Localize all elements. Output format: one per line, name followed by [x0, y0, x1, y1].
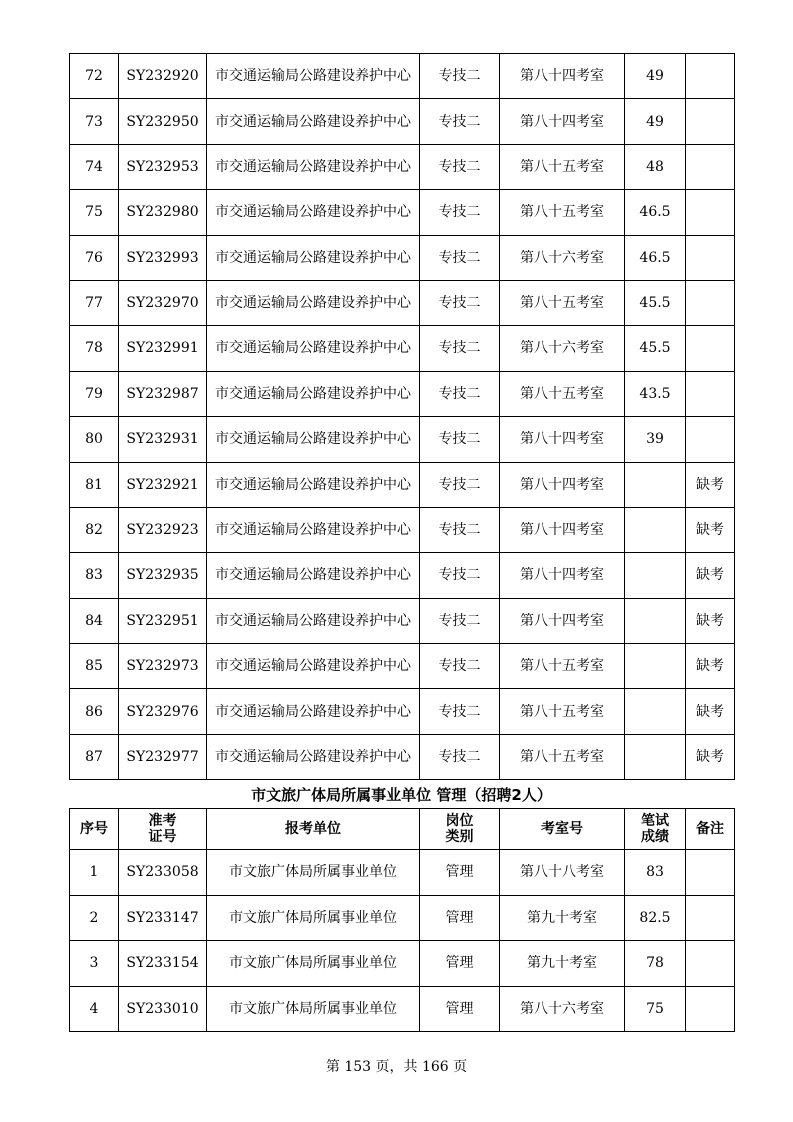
header-score-line2: 成绩 — [641, 829, 669, 845]
header-room: 考室号 — [500, 809, 625, 850]
cell-post: 专技二 — [420, 417, 500, 462]
cell-post: 专技二 — [420, 190, 500, 235]
cell-unit: 市交通运输局公路建设养护中心 — [207, 689, 420, 734]
table-row — [70, 850, 735, 896]
header-id-line1: 准考 — [148, 812, 177, 829]
cell-id: SY233058 — [119, 850, 207, 896]
cell-note — [686, 326, 735, 371]
table-row — [70, 644, 735, 689]
table-row — [70, 734, 735, 779]
cell-unit: 市交通运输局公路建设养护中心 — [207, 144, 420, 189]
table-row — [70, 99, 735, 144]
section-title: 市文旅广体局所属事业单位 管理（招聘2人） — [251, 786, 552, 804]
cell-score: 78 — [625, 941, 686, 987]
score-table-transport — [69, 53, 735, 780]
cell-no: 80 — [70, 417, 119, 462]
cell-score — [625, 644, 686, 689]
cell-no: 85 — [70, 644, 119, 689]
cell-id: SY232951 — [119, 598, 207, 643]
table-row — [70, 553, 735, 598]
cell-unit: 市交通运输局公路建设养护中心 — [207, 598, 420, 643]
cell-no: 74 — [70, 144, 119, 189]
cell-score: 49 — [625, 54, 686, 99]
cell-id: SY232976 — [119, 689, 207, 734]
cell-id: SY232993 — [119, 235, 207, 280]
cell-no: 87 — [70, 734, 119, 779]
cell-unit: 市交通运输局公路建设养护中心 — [207, 507, 420, 552]
header-post-line2: 类别 — [445, 829, 474, 845]
cell-room: 第八十四考室 — [500, 417, 625, 462]
cell-id: SY232931 — [119, 417, 207, 462]
cell-unit: 市文旅广体局所属事业单位 — [207, 895, 420, 941]
cell-post: 专技二 — [420, 507, 500, 552]
cell-id: SY232950 — [119, 99, 207, 144]
cell-post: 专技二 — [420, 144, 500, 189]
header-no: 序号 — [70, 809, 119, 850]
cell-room: 第八十五考室 — [500, 144, 625, 189]
cell-room: 第八十五考室 — [500, 280, 625, 325]
table-row — [70, 986, 735, 1032]
header-post — [420, 809, 500, 850]
cell-no: 81 — [70, 462, 119, 507]
cell-room: 第八十六考室 — [500, 986, 625, 1032]
cell-no: 82 — [70, 507, 119, 552]
cell-no: 1 — [70, 850, 119, 896]
cell-no: 73 — [70, 99, 119, 144]
cell-score: 83 — [625, 850, 686, 896]
cell-room: 第八十四考室 — [500, 462, 625, 507]
cell-note — [686, 895, 735, 941]
cell-no: 2 — [70, 895, 119, 941]
cell-id: SY232977 — [119, 734, 207, 779]
cell-id: SY232921 — [119, 462, 207, 507]
cell-room: 第八十四考室 — [500, 54, 625, 99]
header-score — [625, 809, 686, 850]
cell-note — [686, 371, 735, 416]
cell-score: 48 — [625, 144, 686, 189]
cell-room: 第八十四考室 — [500, 99, 625, 144]
cell-post: 专技二 — [420, 734, 500, 779]
cell-score — [625, 507, 686, 552]
table-row — [70, 235, 735, 280]
cell-room: 第八十六考室 — [500, 235, 625, 280]
cell-unit: 市交通运输局公路建设养护中心 — [207, 235, 420, 280]
table-row — [70, 144, 735, 189]
cell-post: 专技二 — [420, 99, 500, 144]
cell-post: 管理 — [420, 941, 500, 987]
cell-note — [686, 417, 735, 462]
cell-id: SY232987 — [119, 371, 207, 416]
cell-id: SY232991 — [119, 326, 207, 371]
cell-score — [625, 689, 686, 734]
table-row — [70, 598, 735, 643]
header-id-line2: 证号 — [148, 829, 177, 845]
cell-no: 75 — [70, 190, 119, 235]
cell-note: 缺考 — [686, 553, 735, 598]
cell-unit: 市文旅广体局所属事业单位 — [207, 941, 420, 987]
cell-note: 缺考 — [686, 689, 735, 734]
table-header-row — [70, 809, 735, 850]
cell-note — [686, 280, 735, 325]
cell-note — [686, 54, 735, 99]
cell-note — [686, 99, 735, 144]
cell-room: 第八十八考室 — [500, 850, 625, 896]
cell-room: 第八十四考室 — [500, 553, 625, 598]
cell-room: 第八十六考室 — [500, 326, 625, 371]
cell-unit: 市交通运输局公路建设养护中心 — [207, 371, 420, 416]
cell-post: 专技二 — [420, 326, 500, 371]
cell-unit: 市交通运输局公路建设养护中心 — [207, 644, 420, 689]
cell-post: 专技二 — [420, 235, 500, 280]
cell-post: 专技二 — [420, 598, 500, 643]
cell-score — [625, 598, 686, 643]
cell-post: 专技二 — [420, 54, 500, 99]
cell-note: 缺考 — [686, 598, 735, 643]
cell-id: SY232935 — [119, 553, 207, 598]
table-row — [70, 941, 735, 987]
cell-score — [625, 734, 686, 779]
cell-note: 缺考 — [686, 507, 735, 552]
cell-no: 86 — [70, 689, 119, 734]
cell-id: SY233147 — [119, 895, 207, 941]
cell-room: 第八十五考室 — [500, 190, 625, 235]
table-row — [70, 326, 735, 371]
cell-no: 76 — [70, 235, 119, 280]
header-id — [119, 809, 207, 850]
cell-note — [686, 941, 735, 987]
table-row — [70, 371, 735, 416]
cell-id: SY233154 — [119, 941, 207, 987]
cell-no: 83 — [70, 553, 119, 598]
cell-score: 49 — [625, 99, 686, 144]
cell-unit: 市交通运输局公路建设养护中心 — [207, 54, 420, 99]
cell-note — [686, 986, 735, 1032]
cell-id: SY232970 — [119, 280, 207, 325]
table-row — [70, 417, 735, 462]
cell-unit: 市交通运输局公路建设养护中心 — [207, 462, 420, 507]
table-row — [70, 190, 735, 235]
cell-unit: 市交通运输局公路建设养护中心 — [207, 280, 420, 325]
cell-post: 专技二 — [420, 371, 500, 416]
cell-post: 专技二 — [420, 462, 500, 507]
cell-room: 第八十五考室 — [500, 689, 625, 734]
cell-note — [686, 850, 735, 896]
cell-score: 46.5 — [625, 190, 686, 235]
table-row — [70, 280, 735, 325]
cell-id: SY232920 — [119, 54, 207, 99]
table-row — [70, 895, 735, 941]
header-score-line1: 笔试 — [641, 812, 669, 829]
table-row — [70, 507, 735, 552]
header-unit: 报考单位 — [207, 809, 420, 850]
cell-score: 39 — [625, 417, 686, 462]
cell-id: SY232973 — [119, 644, 207, 689]
cell-post: 专技二 — [420, 553, 500, 598]
cell-unit: 市交通运输局公路建设养护中心 — [207, 190, 420, 235]
cell-score — [625, 462, 686, 507]
cell-unit: 市文旅广体局所属事业单位 — [207, 986, 420, 1032]
cell-score — [625, 553, 686, 598]
cell-score: 75 — [625, 986, 686, 1032]
cell-room: 第八十五考室 — [500, 644, 625, 689]
cell-id: SY232923 — [119, 507, 207, 552]
cell-id: SY232980 — [119, 190, 207, 235]
cell-room: 第八十五考室 — [500, 371, 625, 416]
cell-unit: 市交通运输局公路建设养护中心 — [207, 553, 420, 598]
cell-post: 管理 — [420, 850, 500, 896]
cell-post: 管理 — [420, 986, 500, 1032]
cell-no: 3 — [70, 941, 119, 987]
cell-post: 管理 — [420, 895, 500, 941]
cell-post: 专技二 — [420, 644, 500, 689]
cell-note — [686, 190, 735, 235]
table-row — [70, 462, 735, 507]
cell-room: 第九十考室 — [500, 941, 625, 987]
cell-score: 43.5 — [625, 371, 686, 416]
cell-no: 4 — [70, 986, 119, 1032]
cell-note: 缺考 — [686, 644, 735, 689]
score-table-culture — [69, 808, 735, 1032]
header-note: 备注 — [686, 809, 735, 850]
cell-room: 第八十五考室 — [500, 734, 625, 779]
cell-id: SY233010 — [119, 986, 207, 1032]
cell-score: 82.5 — [625, 895, 686, 941]
cell-unit: 市交通运输局公路建设养护中心 — [207, 326, 420, 371]
cell-note: 缺考 — [686, 734, 735, 779]
header-post-line1: 岗位 — [445, 812, 474, 829]
cell-no: 84 — [70, 598, 119, 643]
cell-no: 72 — [70, 54, 119, 99]
table-row — [70, 54, 735, 99]
cell-post: 专技二 — [420, 280, 500, 325]
cell-note — [686, 144, 735, 189]
cell-room: 第九十考室 — [500, 895, 625, 941]
cell-unit: 市交通运输局公路建设养护中心 — [207, 417, 420, 462]
cell-score: 45.5 — [625, 326, 686, 371]
table-row — [70, 689, 735, 734]
cell-no: 77 — [70, 280, 119, 325]
cell-id: SY232953 — [119, 144, 207, 189]
page-footer: 第 153 页，共 166 页 — [325, 1059, 468, 1075]
cell-no: 79 — [70, 371, 119, 416]
cell-unit: 市文旅广体局所属事业单位 — [207, 850, 420, 896]
cell-room: 第八十四考室 — [500, 598, 625, 643]
cell-note: 缺考 — [686, 462, 735, 507]
cell-post: 专技二 — [420, 689, 500, 734]
cell-unit: 市交通运输局公路建设养护中心 — [207, 734, 420, 779]
cell-score: 45.5 — [625, 280, 686, 325]
cell-note — [686, 235, 735, 280]
cell-unit: 市交通运输局公路建设养护中心 — [207, 99, 420, 144]
cell-no: 78 — [70, 326, 119, 371]
cell-room: 第八十四考室 — [500, 507, 625, 552]
cell-score: 46.5 — [625, 235, 686, 280]
